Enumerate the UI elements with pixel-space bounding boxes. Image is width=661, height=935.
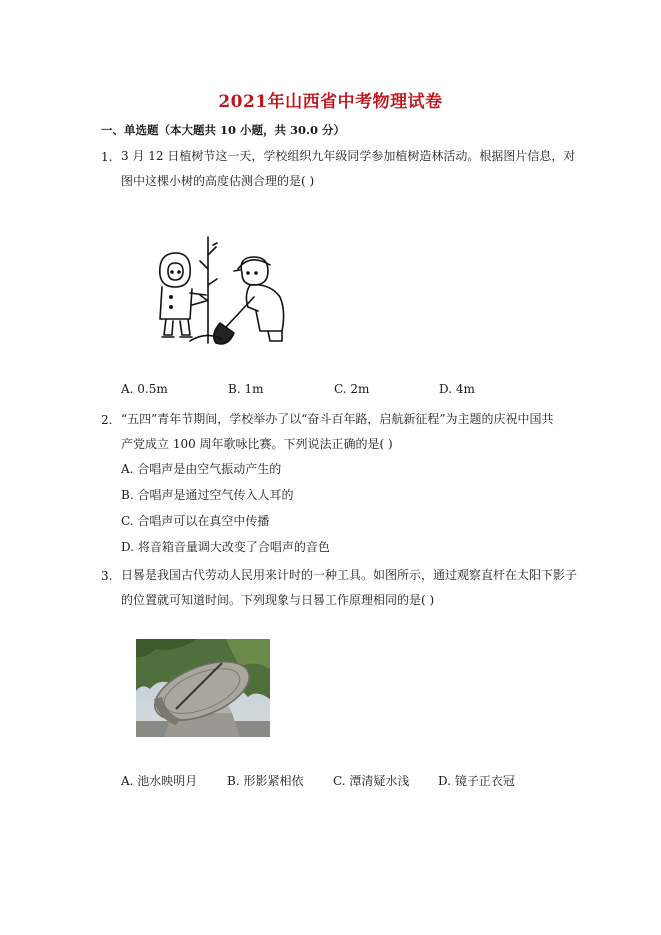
question-line: 的位置就可知道时间。下列现象与日晷工作原理相同的是( ) bbox=[121, 593, 435, 607]
question-line: “五四”青年节期间，学校举办了以“奋斗百年路，启航新征程”为主题的庆祝中国共 bbox=[121, 412, 554, 426]
option-d[interactable]: D. 4m bbox=[439, 382, 475, 396]
question-number: 2. bbox=[101, 413, 113, 427]
question-text bbox=[121, 563, 577, 613]
page-title: 2021年山西省中考物理试卷 bbox=[218, 92, 443, 112]
tree-planting-illustration bbox=[150, 235, 300, 350]
option-a[interactable]: A. 0.5m bbox=[121, 382, 168, 396]
question-text bbox=[121, 144, 575, 194]
question-text bbox=[121, 407, 554, 457]
option-d[interactable]: D. 将音箱音量调大改变了合唱声的音色 bbox=[121, 540, 330, 554]
section-heading: 一、单选题（本大题共 10 小题，共 30.0 分） bbox=[101, 123, 346, 137]
option-b[interactable]: B. 形影紧相依 bbox=[227, 774, 304, 788]
option-c[interactable]: C. 潭清疑水浅 bbox=[333, 774, 410, 788]
option-a[interactable]: A. 池水映明月 bbox=[121, 774, 198, 788]
question-line: 产党成立 100 周年歌咏比赛。下列说法正确的是( ) bbox=[121, 437, 393, 451]
sundial-photo bbox=[136, 639, 270, 737]
option-a[interactable]: A. 合唱声是由空气振动产生的 bbox=[121, 462, 282, 476]
option-b[interactable]: B. 合唱声是通过空气传入人耳的 bbox=[121, 488, 294, 502]
option-d[interactable]: D. 镜子正衣冠 bbox=[438, 774, 515, 788]
option-b[interactable]: B. 1m bbox=[228, 382, 264, 396]
question-number: 1. bbox=[101, 150, 113, 164]
question-line: 3 月 12 日植树节这一天，学校组织九年级同学参加植树造林活动。根据图片信息，对 bbox=[121, 149, 576, 163]
option-c[interactable]: C. 2m bbox=[334, 382, 370, 396]
option-c[interactable]: C. 合唱声可以在真空中传播 bbox=[121, 514, 270, 528]
question-line: 图中这棵小树的高度估测合理的是( ) bbox=[121, 174, 315, 188]
question-line: 日晷是我国古代劳动人民用来计时的一种工具。如图所示，通过观察直杆在太阳下影子 bbox=[121, 568, 578, 582]
question-number: 3. bbox=[101, 569, 113, 583]
